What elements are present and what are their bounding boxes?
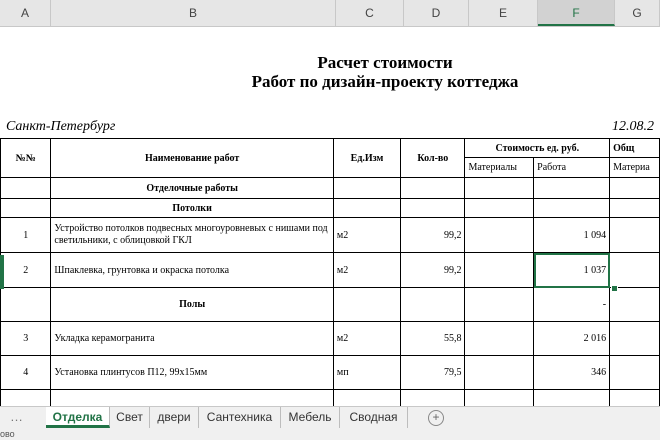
cell[interactable] <box>401 199 465 218</box>
materials-cost[interactable] <box>465 322 534 356</box>
table-row <box>1 253 660 288</box>
header-total[interactable]: Общ <box>610 139 660 158</box>
cell[interactable] <box>401 178 465 199</box>
selected-row-indicator <box>0 255 4 289</box>
header-total-materials[interactable]: Материа <box>610 158 660 178</box>
cell[interactable] <box>610 178 660 199</box>
materials-cost[interactable] <box>465 253 534 288</box>
cell[interactable] <box>333 178 400 199</box>
work-cost-active-cell[interactable]: 1 037 <box>534 253 610 288</box>
header-num[interactable]: №№ <box>1 139 51 178</box>
quantity[interactable]: 99,2 <box>401 253 465 288</box>
sheet-tab-otdelka[interactable]: Отделка <box>46 407 110 428</box>
group-floors[interactable]: Полы <box>51 288 333 322</box>
cell[interactable] <box>534 199 610 218</box>
sheet-tab-santehnika[interactable]: Сантехника <box>199 407 281 428</box>
cell[interactable] <box>610 253 660 288</box>
quantity[interactable]: 55,8 <box>401 322 465 356</box>
header-name[interactable]: Наименование работ <box>51 139 333 178</box>
cell[interactable] <box>333 288 400 322</box>
cell[interactable] <box>333 199 400 218</box>
cell[interactable] <box>534 390 610 408</box>
unit[interactable]: м2 <box>333 322 400 356</box>
report-subtitle: Работ по дизайн-проекту коттеджа <box>251 72 519 91</box>
table-row <box>1 356 660 390</box>
column-header-a[interactable]: A <box>0 0 51 26</box>
sheet-tab-mebel[interactable]: Мебель <box>281 407 340 428</box>
materials-cost[interactable] <box>465 356 534 390</box>
section-finishing-works[interactable]: Отделочные работы <box>51 178 333 199</box>
sheet-tab-dveri[interactable]: двери <box>150 407 199 428</box>
work-cost[interactable]: 2 016 <box>534 322 610 356</box>
column-header-b[interactable]: B <box>51 0 336 26</box>
work-name[interactable]: Укладка керамогранита <box>51 322 333 356</box>
status-text: ово <box>0 429 15 439</box>
cell[interactable] <box>1 390 51 408</box>
status-bar <box>0 429 660 440</box>
column-header-bar <box>0 0 660 27</box>
cell[interactable] <box>610 356 660 390</box>
column-header-g[interactable]: G <box>615 0 660 26</box>
materials-cost[interactable] <box>465 218 534 253</box>
row-number[interactable]: 2 <box>1 253 51 288</box>
fill-handle[interactable] <box>611 285 618 292</box>
row-number[interactable]: 3 <box>1 322 51 356</box>
table-row <box>1 322 660 356</box>
sheet-tab-svet[interactable]: Свет <box>110 407 150 428</box>
column-header-e[interactable]: E <box>469 0 538 26</box>
row-number[interactable]: 4 <box>1 356 51 390</box>
cell[interactable] <box>465 178 534 199</box>
quantity[interactable]: 99,2 <box>401 218 465 253</box>
cell[interactable] <box>610 218 660 253</box>
cell[interactable] <box>610 199 660 218</box>
column-header-f[interactable]: F <box>538 0 615 26</box>
cell[interactable] <box>1 199 51 218</box>
row-number[interactable]: 1 <box>1 218 51 253</box>
column-header-c[interactable]: C <box>336 0 404 26</box>
sheet-tab-svodnaya[interactable]: Сводная <box>340 407 408 428</box>
header-unit[interactable]: Ед.Изм <box>333 139 400 178</box>
quantity[interactable]: 79,5 <box>401 356 465 390</box>
work-name[interactable]: Устройство потолков подвесных многоуровневых с нишами под светильники, с облицовкой ГКЛ <box>51 218 333 253</box>
date-cell[interactable]: 12.08.2 <box>612 119 654 134</box>
report-title: Расчет стоимости <box>317 53 453 72</box>
work-cost[interactable]: 346 <box>534 356 610 390</box>
work-cost[interactable]: - <box>534 288 610 322</box>
work-cost[interactable]: 1 094 <box>534 218 610 253</box>
table-row <box>1 218 660 253</box>
header-qty[interactable]: Кол-во <box>401 139 465 178</box>
add-sheet-icon[interactable]: + <box>428 410 444 426</box>
header-materials[interactable]: Материалы <box>465 158 534 178</box>
cell[interactable] <box>610 390 660 408</box>
cell[interactable] <box>534 178 610 199</box>
cell[interactable] <box>401 288 465 322</box>
worksheet-grid[interactable] <box>0 27 660 407</box>
unit[interactable]: мп <box>333 356 400 390</box>
work-name[interactable]: Шпаклевка, грунтовка и окраска потолка <box>51 253 333 288</box>
sheet-tab-bar <box>0 406 660 429</box>
cell[interactable] <box>401 390 465 408</box>
cell[interactable] <box>1 288 51 322</box>
work-name[interactable]: Установка плинтусов П12, 99х15мм <box>51 356 333 390</box>
cell[interactable] <box>333 390 400 408</box>
group-ceilings[interactable]: Потолки <box>51 199 333 218</box>
header-work[interactable]: Работа <box>534 158 610 178</box>
cell[interactable] <box>610 322 660 356</box>
unit[interactable]: м2 <box>333 218 400 253</box>
cell[interactable] <box>51 390 333 408</box>
column-header-d[interactable]: D <box>404 0 469 26</box>
estimate-table <box>0 138 660 407</box>
cell[interactable] <box>465 288 534 322</box>
cell[interactable] <box>610 288 660 322</box>
unit[interactable]: м2 <box>333 253 400 288</box>
cell[interactable] <box>465 199 534 218</box>
cell[interactable] <box>1 178 51 199</box>
more-sheets-icon[interactable]: … <box>10 409 23 424</box>
city-cell[interactable]: Санкт-Петербург <box>6 119 116 134</box>
header-unit-cost[interactable]: Стоимость ед. руб. <box>465 139 610 158</box>
cell[interactable] <box>465 390 534 408</box>
